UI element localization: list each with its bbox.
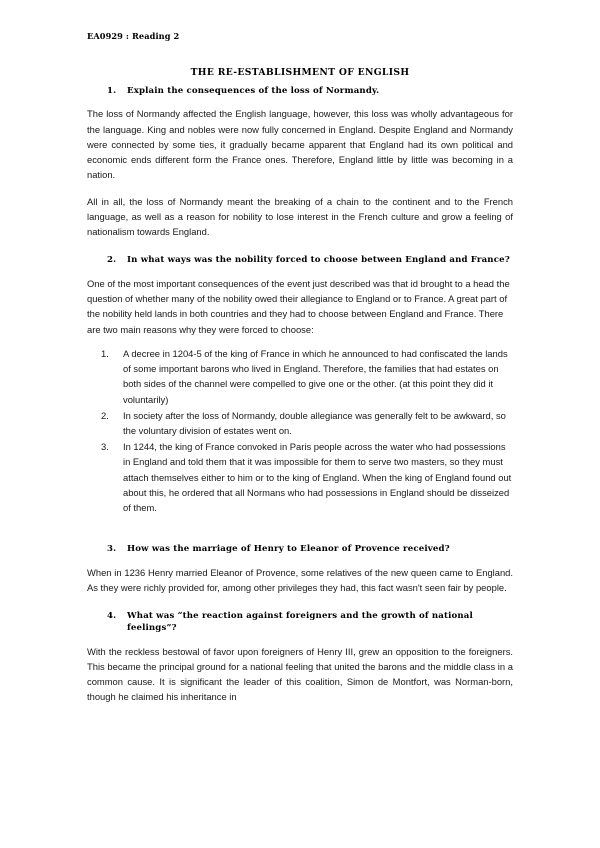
paragraph-3-1: When in 1236 Henry married Eleanor of Provence, some relatives of the new queen came to England. As they were richly provided for, among other privileges they had, this fact wasn't seen fair by people. — [87, 566, 513, 594]
question-heading-4 — [107, 611, 513, 634]
question-heading-3 — [107, 544, 513, 556]
list-item — [87, 408, 513, 438]
list-item — [87, 439, 513, 515]
list-item — [87, 346, 513, 407]
question-number-4: 4. — [107, 611, 117, 622]
paragraph-1-1: The loss of Normandy affected the English language, however, this loss was wholly advantageous for the language. King and nobles were now fully concerned in England. Despite England and Normandy were connected by some ties, it gradually became apparent that England had its own political and economic ends different form the France ones. Therefore, England little by little was becoming in a nation. — [87, 108, 513, 181]
document-content — [87, 0, 513, 705]
list-item-text: A decree in 1204-5 of the king of France in which he announced to had confiscated the lands of some important barons who lived in England. Therefore, the families that had estates on both sides of the channel were compelled to give one or the other. (at this point they did it voluntarily) — [123, 347, 508, 405]
question-number-1: 1. — [107, 85, 117, 96]
document-title: THE RE-ESTABLISHMENT OF ENGLISH — [190, 66, 410, 78]
list-item-number: 3. — [101, 441, 109, 453]
list-item-number: 1. — [101, 347, 109, 359]
question-text-3: How was the marriage of Henry to Eleanor of Provence received? — [127, 544, 450, 555]
list-item-text: In 1244, the king of France convoked in Paris people across the water who had possessions in England and told them that it was impossible for them to serve two masters, so they must attach themselves either to him or to the king of England. When the king of England found out about this, he ordered that all Normans who had possessions in England should be disseized of them. — [123, 441, 512, 514]
paragraph-1-2: All in all, the loss of Normandy meant the breaking of a chain to the continent and to the French language, as well as a reason for nobility to lose interest in the French culture and grow a feeling of nationalism towards England. — [87, 195, 513, 238]
question-number-2: 2. — [107, 255, 117, 266]
question-text-1: Explain the consequences of the loss of Normandy. — [127, 85, 380, 96]
list-item-number: 2. — [101, 409, 109, 421]
paragraph-2-1: One of the most important consequences of the event just described was that id brought to a head the question of whether many of the nobility owed their allegiance to England or to France. A great part of the nobility held lands in both countries and they had to choose between England and France. There are two main reasons why they were forced to choose: — [87, 277, 510, 335]
list-item-text: In society after the loss of Normandy, double allegiance was generally felt to be awkward, so the voluntary division of estates went on. — [123, 409, 506, 436]
question-text-2: In what ways was the nobility forced to choose between England and France? — [127, 255, 510, 266]
question-heading-2 — [107, 255, 513, 267]
paragraph-4-1: With the reckless bestowal of favor upon foreigners of Henry III, grew an opposition to the foreigners. This became the principal ground for a national feeling that united the barons and the middle class in a common cause. It is significant the leader of this coalition, Simon de Montfort, was Norman-born, though he claimed his inheritance in — [87, 645, 513, 703]
question-number-3: 3. — [107, 544, 117, 555]
document-header-code: EA0929 : Reading 2 — [87, 31, 180, 41]
reasons-list — [87, 346, 513, 516]
question-text-4: What was “the reaction against foreigners and the growth of national feelings”? — [127, 611, 473, 634]
question-heading-1 — [107, 86, 513, 98]
